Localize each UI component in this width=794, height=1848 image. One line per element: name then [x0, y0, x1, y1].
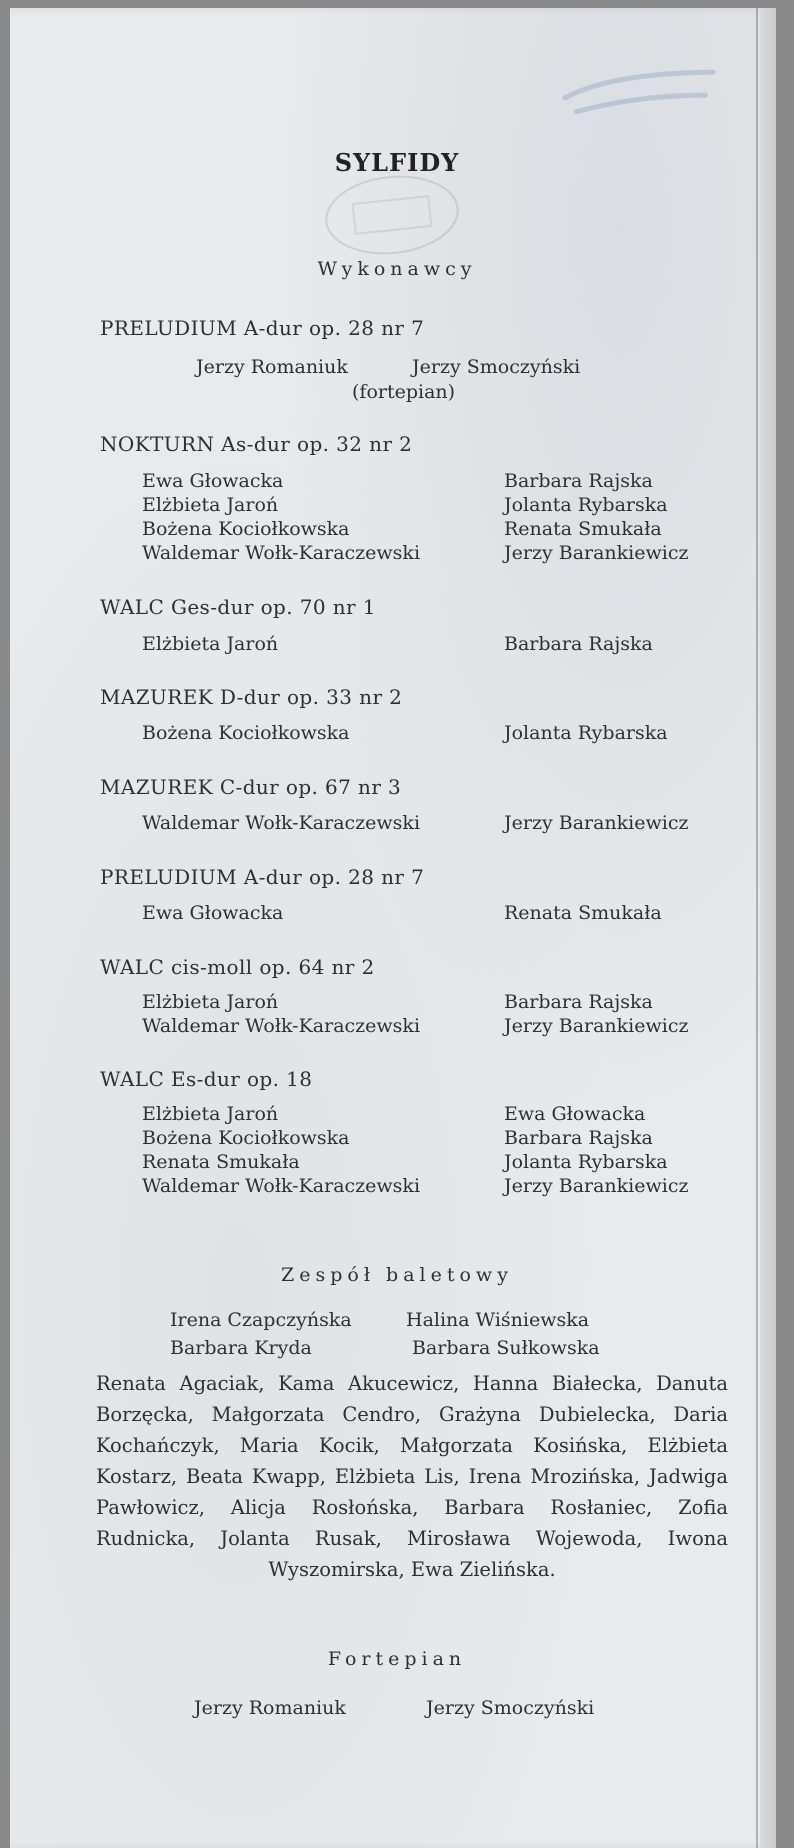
pianist-name: Jerzy Smoczyński [412, 356, 581, 378]
instrument-note: (fortepian) [352, 381, 456, 403]
dancer-name: Jerzy Barankiewicz [504, 542, 689, 564]
bleed-through-stamp-icon [308, 162, 477, 268]
piece-heading: WALC Es-dur op. 18 [100, 1067, 313, 1091]
dancer-name: Bożena Kociołkowska [142, 722, 350, 744]
dancer-name: Elżbieta Jaroń [142, 1103, 279, 1125]
piece-heading: WALC cis-moll op. 64 nr 2 [100, 955, 375, 979]
dancer-name: Barbara Rajska [504, 991, 653, 1013]
dancer-name: Jolanta Rybarska [504, 494, 668, 516]
piece-heading: PRELUDIUM A-dur op. 28 nr 7 [100, 316, 425, 340]
dancer-name: Barbara Rajska [504, 470, 653, 492]
dancer-name: Waldemar Wołk-Karaczewski [142, 542, 421, 564]
dancer-name: Elżbieta Jaroń [142, 991, 279, 1013]
soloist-name: Barbara Kryda [170, 1337, 312, 1359]
piece-heading: WALC Ges-dur op. 70 nr 1 [100, 595, 376, 619]
dancer-name: Ewa Głowacka [142, 470, 284, 492]
piece-heading: MAZUREK C-dur op. 67 nr 3 [100, 775, 402, 799]
dancer-name: Bożena Kociołkowska [142, 518, 350, 540]
soloist-name: Irena Czapczyńska [170, 1309, 352, 1331]
piece-heading: NOKTURN As-dur op. 32 nr 2 [100, 432, 413, 456]
pianist-name: Jerzy Smoczyński [426, 1697, 595, 1719]
soloist-name: Halina Wiśniewska [406, 1309, 590, 1331]
dancer-name: Jolanta Rybarska [504, 1151, 668, 1173]
dancer-name: Barbara Rajska [504, 1127, 653, 1149]
dancer-name: Jerzy Barankiewicz [504, 1015, 689, 1037]
dancer-name: Ewa Głowacka [504, 1103, 646, 1125]
dancer-name: Renata Smukała [504, 518, 662, 540]
dancer-name: Jerzy Barankiewicz [504, 812, 689, 834]
page-title: SYLFIDY [334, 148, 460, 177]
pianist-name: Jerzy Romaniuk [196, 356, 348, 378]
dancer-name: Jolanta Rybarska [504, 722, 668, 744]
dancer-name: Waldemar Wołk-Karaczewski [142, 1015, 421, 1037]
dancer-name: Bożena Kociołkowska [142, 1127, 350, 1149]
dancer-name: Barbara Rajska [504, 633, 653, 655]
page-edge [760, 8, 776, 1848]
dancer-name: Ewa Głowacka [142, 902, 284, 924]
dancer-name: Elżbieta Jaroń [142, 633, 279, 655]
pianist-name: Jerzy Romaniuk [194, 1697, 346, 1719]
dancer-name: Renata Smukała [504, 902, 662, 924]
soloist-name: Barbara Sułkowska [412, 1337, 600, 1359]
page-fold-line [756, 8, 758, 1848]
dancer-name: Elżbieta Jaroń [142, 494, 279, 516]
dancer-name: Jerzy Barankiewicz [504, 1175, 689, 1197]
performers-heading: Wykonawcy [317, 258, 477, 280]
ensemble-members: Renata Agaciak, Kama Akucewicz, Hanna Białecka, Danuta Borzęcka, Małgorzata Cendro, Grażyna Dubielecka, Daria Kochańczyk, Maria Kocik, Małgorzata Kosińska, Elżbieta Kostarz, Beata Kwapp, Elżbieta Lis, Irena Mrozińska, Jadwiga Pawłowicz, Alicja Rosłońska, Barbara Rosłaniec, Zofia Rudnicka, Jolanta Rusak, Mirosława Wojewoda, Iwona Wyszomirska, Ewa Zielińska. [96, 1372, 728, 1581]
dancer-name: Renata Smukała [142, 1151, 300, 1173]
piano-heading: Fortepian [327, 1648, 467, 1670]
piece-heading: PRELUDIUM A-dur op. 28 nr 7 [100, 865, 425, 889]
dancer-name: Waldemar Wołk-Karaczewski [142, 1175, 421, 1197]
ensemble-heading: Zespół baletowy [281, 1264, 513, 1286]
piece-heading: MAZUREK D-dur op. 33 nr 2 [100, 685, 403, 709]
dancer-name: Waldemar Wołk-Karaczewski [142, 812, 421, 834]
